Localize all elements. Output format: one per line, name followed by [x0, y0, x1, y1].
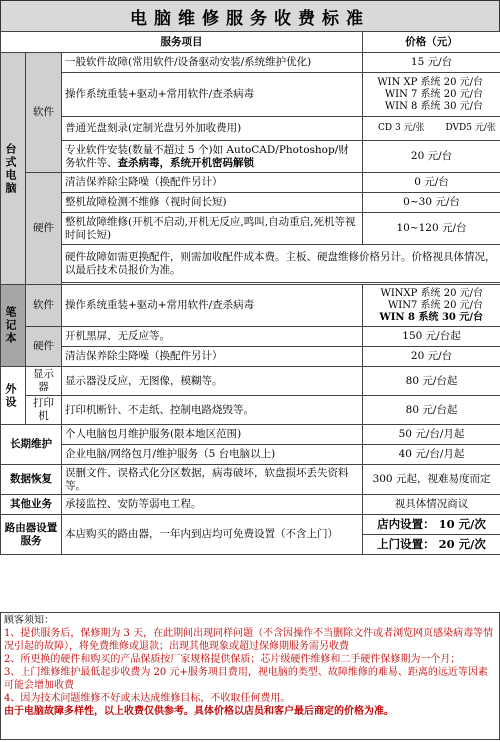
- table-row: [1, 347, 500, 367]
- table-row: [1, 173, 500, 193]
- note-item: 1、提供服务后，保修期为 3 天，在此期间出现同样问题（不含因操作不当删除文件或者浏览网页感染病毒等情况引起的故障），将免费维修或退款；出现其他现象或超过保修期服务需另收费: [4, 628, 494, 652]
- table-row: [1, 193, 500, 213]
- row-price: 0 元/台: [363, 173, 500, 193]
- row-item: 企业电脑/网络包月/维护服务（5 台电脑以上): [62, 445, 363, 465]
- table-row: [1, 515, 500, 535]
- row-price: 80 元/台起: [363, 396, 500, 425]
- table-row: [1, 465, 500, 495]
- table-row: [1, 445, 500, 465]
- table-row: [1, 425, 500, 445]
- price-cd: CD 3 元/张: [378, 123, 425, 133]
- table-row: [1, 213, 500, 245]
- desktop-hardware-label: 硬件: [26, 173, 62, 285]
- row-price: [363, 117, 500, 141]
- row-item: 专业软件安装(数量不超过 5 个)如 AutoCAD/Photoshop/财务软件等、查杀病毒，系统开机密码解锁: [62, 141, 363, 173]
- maintenance-label: 长期维护: [1, 425, 62, 465]
- header-price: 价格（元）: [363, 32, 500, 53]
- notes-footer: 由于电脑故障多样性，以上收费仅供参考。具体价格以店员和客户最后商定的价格为准。: [4, 706, 394, 717]
- laptop-software-label: 软件: [26, 285, 62, 327]
- table-row: [1, 73, 500, 117]
- row-item: 整机故障检测不维修（视时间长短): [62, 193, 363, 213]
- row-item: 操作系统重装+驱动+常用软件/查杀病毒: [62, 73, 363, 117]
- hardware-note: 硬件故障如需更换配件，则需加收配件成本费。主板、硬盘维修价格另计。价格视具体情况，以最后技术员报价为准。: [62, 245, 500, 283]
- price-line: WIN7 系统 20 元/台: [388, 299, 484, 311]
- row-item: 清洁保养除尘降噪（换配件另计）: [62, 347, 363, 367]
- row-item: 个人电脑包月维护服务(限本地区范围): [62, 425, 363, 445]
- row-item: 整机故障维修(开机不启动,开机无反应,鸣叫,自动重启,死机等视时间长短): [62, 213, 363, 245]
- page-title: 电脑维修服务收费标准: [0, 0, 500, 32]
- row-price: [363, 285, 500, 327]
- router-label: 路由器设置服务: [1, 515, 62, 555]
- table-row: [1, 53, 500, 73]
- recovery-label: 数据恢复: [1, 465, 62, 495]
- row-item: 清洁保养除尘降噪（换配件另计）: [62, 173, 363, 193]
- row-price: 80 元/台起: [363, 367, 500, 396]
- price-line: WIN 8 系统 30 元/台: [379, 311, 484, 323]
- price-line: WIN XP 系统 20 元/台: [377, 76, 484, 88]
- row-item: 一般软件故障(常用软件/设备驱动安装/系统维护优化): [62, 53, 363, 73]
- row-price: [363, 73, 500, 117]
- row-item: 普通光盘刻录(定制光盘另外加收费用): [62, 117, 363, 141]
- row-price: 300 元起，视难易度而定: [363, 465, 500, 495]
- note-item: 4、因为技术问题维修不好或未达成维修目标，不收取任何费用。: [4, 693, 291, 704]
- row-price: 40 元/台/月起: [363, 445, 500, 465]
- row-item: 承接监控、安防等弱电工程。: [62, 495, 363, 515]
- row-item: 本店购买的路由器，一年内到店均可免费设置（不含上门）: [62, 515, 363, 555]
- row-item: 打印机断针、不走纸、控制电路烧毁等。: [62, 396, 363, 425]
- row-item: 操作系统重装+驱动+常用软件/查杀病毒: [62, 285, 363, 327]
- table-row: [1, 117, 500, 141]
- row-item-bold: 查杀病毒，系统开机密码解锁: [117, 156, 254, 169]
- peripheral-label: 外设: [1, 367, 26, 425]
- row-item: 误删文件、误格式化分区数据，病毒破坏，软盘损坏丢失资料等。: [62, 465, 363, 495]
- other-label: 其他业务: [1, 495, 62, 515]
- row-item: 开机黑屏、无反应等。: [62, 327, 363, 347]
- peripheral-sub-label: 显示器: [26, 367, 62, 396]
- table-row: [1, 285, 500, 327]
- row-price: 15 元/台: [363, 53, 500, 73]
- desktop-label: 台式电脑: [1, 53, 26, 285]
- notes-heading: 顾客须知：: [4, 615, 54, 626]
- laptop-hardware-label: 硬件: [26, 327, 62, 367]
- row-price: 150 元/台起: [363, 327, 500, 347]
- note-item: 3、上门维修维护最低起步收费为 20 元+服务项目费用，视电脑的类型、故障维修的难易、距离的远近等因素可能会增加收费: [4, 667, 488, 691]
- row-price: 50 元/台/月起: [363, 425, 500, 445]
- table-row: [1, 495, 500, 515]
- price-dvd: DVD5 元/张: [445, 123, 496, 133]
- table-row: [1, 396, 500, 425]
- row-price: 20 元/台: [363, 347, 500, 367]
- table-row: [1, 141, 500, 173]
- price-line: WIN 7 系统 20 元/台: [384, 88, 484, 100]
- price-line: WINXP 系统 20 元/台: [380, 287, 484, 299]
- table-row: [1, 245, 500, 283]
- desktop-software-label: 软件: [26, 53, 62, 173]
- peripheral-sub-label: 打印机: [26, 396, 62, 425]
- price-line: WIN 8 系统 30 元/台: [384, 100, 484, 112]
- note-item: 2、所更换的硬件和购买的产品保质按厂家规格提供保质；芯片级硬件维修和二手硬件保修期为一个月；: [4, 654, 461, 665]
- laptop-label: 笔记本: [1, 285, 26, 367]
- row-item: 显示器没反应，无图像，模糊等。: [62, 367, 363, 396]
- row-price: 0~30 元/台: [363, 193, 500, 213]
- table-row: [1, 367, 500, 396]
- row-price: 视具体情况商议: [363, 495, 500, 515]
- customer-notes: [0, 612, 500, 740]
- row-price: 10~120 元/台: [363, 213, 500, 245]
- row-price: 20 元/台: [363, 141, 500, 173]
- header-service: 服务项目: [1, 32, 363, 53]
- table-header: [1, 32, 500, 53]
- row-price-visit: 上门设置： 20 元/次: [363, 535, 500, 555]
- price-table: [0, 31, 500, 555]
- row-price-store: 店内设置： 10 元/次: [363, 515, 500, 535]
- table-row: [1, 327, 500, 347]
